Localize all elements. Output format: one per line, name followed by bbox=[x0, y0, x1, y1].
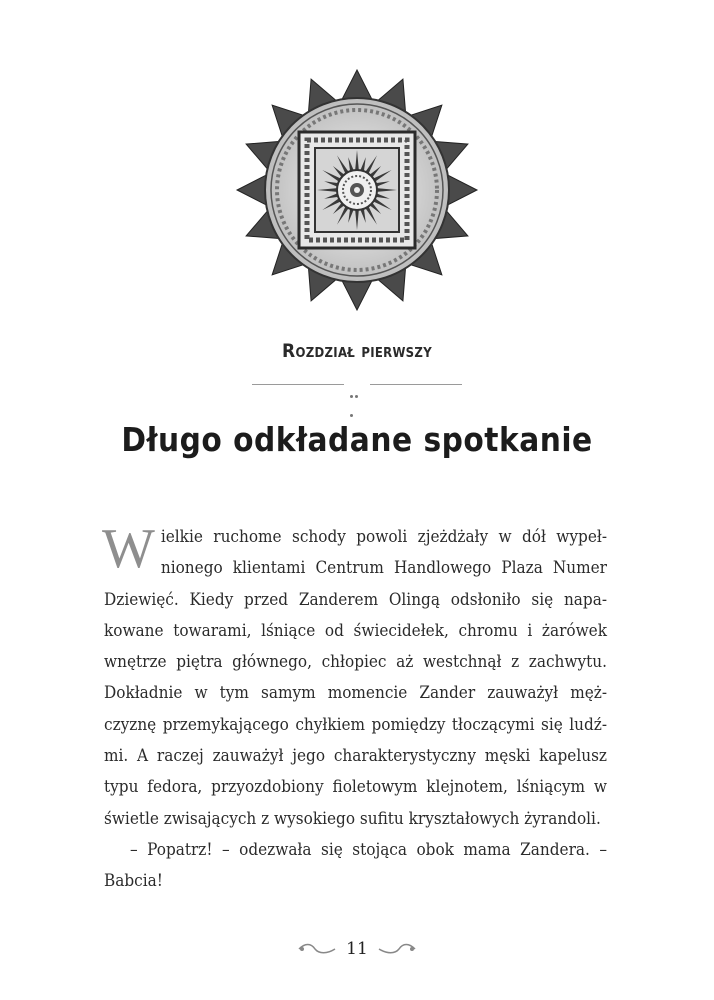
chapter-title: Długo odkładane spotkanie bbox=[121, 420, 593, 459]
left-flourish-icon bbox=[297, 942, 337, 956]
divider bbox=[252, 383, 462, 387]
paragraph-1 bbox=[102, 518, 607, 835]
page-footer bbox=[0, 938, 714, 959]
body-text bbox=[102, 518, 607, 898]
dropcap: W bbox=[102, 518, 155, 580]
paragraph-2: – Popatrz! – odezwała się stojąca obok mama Zandera. – Babcia! bbox=[104, 839, 607, 892]
paragraph-1-text: ielkie ruchome schody powoli zjeżdżały w dół wypeł- nionego klientami Centrum Handlowego Plaza Numer Dziewięć. Kiedy przed Zanderem Olingą odsłoniło się napa- kowane towarami, lśniące od świecidełek, chromu i żarówek wnętrze piętra głównego, chłopiec aż westchnął z zachwytu. Dokładnie w tym samym momencie Zander zauważył męż- czyznę przemykającego chyłkiem pomiędzy tłoczącymi się ludź- mi. A raczej zauważył jego charakterystyczny męski kapelusz typu fedora, przyozdobiony fioletowym klejnotem, lśniącym w świetle zwisających z wysokiego sufitu kryształowych żyrandoli. bbox=[104, 527, 607, 829]
page-number: 11 bbox=[346, 938, 368, 959]
right-flourish-icon bbox=[377, 942, 417, 956]
mandala-medallion-icon bbox=[235, 68, 479, 312]
chapter-label: Rozdział pierwszy bbox=[282, 340, 432, 362]
